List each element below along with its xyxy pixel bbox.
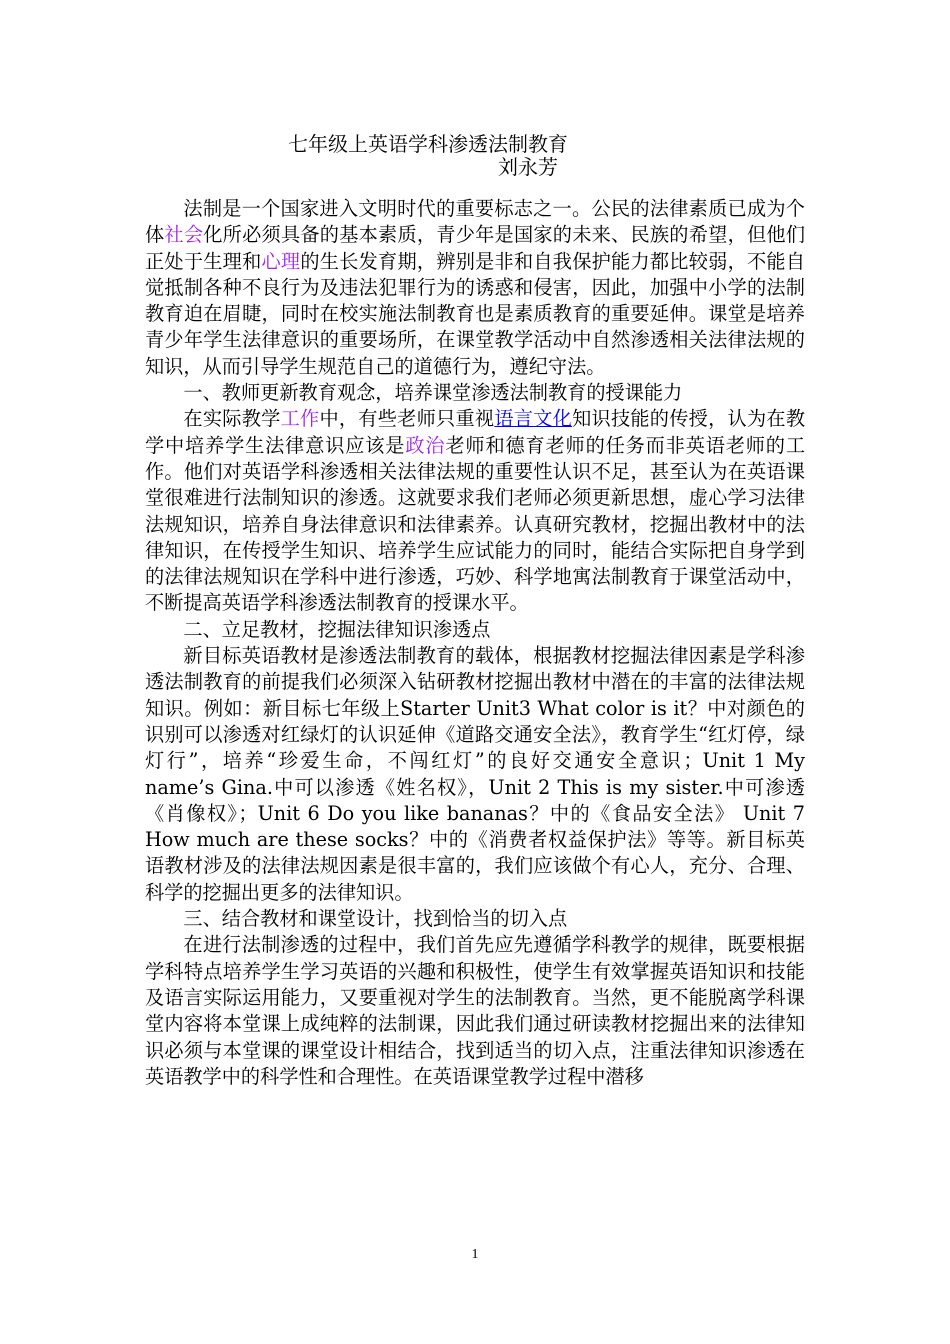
page-number: 1 xyxy=(471,1247,479,1262)
text-run: 在实际教学 xyxy=(183,407,281,431)
author-name: 刘永芳 xyxy=(498,155,558,179)
document-body xyxy=(145,196,805,1090)
hyperlink-language-culture[interactable]: 语言文化 xyxy=(494,407,573,431)
paragraph-section-2: 新目标英语教材是渗透法制教育的载体，根据教材挖掘法律因素是学科渗透法制教育的前提我们必须深入钻研教材挖掘出教材中潜在的丰富的法律法规知识。例如：新目标七年级上Starter Unit3 What color is it？中对颜色的识别可以渗透对红绿灯的认识延伸《道路交通安全法》，教育学生“红灯停，绿灯行”，培养“珍爱生命，不闯红灯”的良好交通安全意识；Unit 1 My name’s Gina.中可以渗透《姓名权》，Unit 2 This is my sister.中可渗透《肖像权》；Unit 6 Do you like bananas？中的《食品安全法》 Unit 7 How much are these socks？中的《消费者权益保护法》等等。新目标英语教材涉及的法律法规因素是很丰富的，我们应该做个有心人，充分、合理、科学的挖掘出更多的法律知识。 xyxy=(145,644,805,904)
paragraph-intro xyxy=(145,196,805,380)
text-run: 的生长发育期，辨别是非和自我保护能力都比较弱，不能自觉抵制各种不良行为及违法犯罪行为的诱惑和侵害，因此，加强中小学的法制教育迫在眉睫，同时在校实施法制教育也是素质教育的重要延伸。课堂是培养青少年学生法律意识的重要场所，在课堂教学活动中自然渗透相关法律法规的知识，从而引导学生规范自己的道德行为，遵纪守法。 xyxy=(145,249,806,378)
text-run: 化所必须具备的基本素质，青少年是国家的未来、民族的希望，但他们正处于生理和 xyxy=(145,223,806,273)
text-run: 中，有些老师只重视 xyxy=(319,407,495,431)
section-heading-2: 二、立足教材，挖掘法律知识渗透点 xyxy=(183,617,491,641)
keyword-link-work[interactable]: 工作 xyxy=(280,407,320,431)
document-title: 七年级上英语学科渗透法制教育 xyxy=(288,132,568,156)
text-run: 知识技能的传授，认为在教学中培养学生法律意识应该是 xyxy=(145,407,806,457)
keyword-link-psychology[interactable]: 心理 xyxy=(261,249,301,273)
paragraph-section-3: 在进行法制渗透的过程中，我们首先应先遵循学科教学的规律，既要根据学科特点培养学生学习英语的兴趣和积极性，使学生有效掌握英语知识和技能及语言实际运用能力，又要重视对学生的法制教育。当然，更不能脱离学科课堂内容将本堂课上成纯粹的法制课，因此我们通过研读教材挖掘出来的法律知识必须与本堂课的课堂设计相结合，找到适当的切入点，注重法律知识渗透在英语教学中的科学性和合理性。在英语课堂教学过程中潜移 xyxy=(145,933,805,1088)
text-run: 法制是一个国家进入文明时代的重要标志之一。公民的法律素质已成为个体 xyxy=(145,197,805,247)
section-heading-3: 三、结合教材和课堂设计，找到恰当的切入点 xyxy=(183,907,568,931)
text-run: 老师和德育老师的任务而非英语老师的工作。他们对英语学科渗透相关法律法规的重要性认识不足，甚至认为在英语课堂很难进行法制知识的渗透。这就要求我们老师必须更新思想，虚心学习法律法规知识，培养自身法律意识和法律素养。认真研究教材，挖掘出教材中的法律知识，在传授学生知识、培养学生应试能力的同时，能结合实际把自身学到的法律法规知识在学科中进行渗透，巧妙、科学地寓法制教育于课堂活动中，不断提高英语学科渗透法制教育的授课水平。 xyxy=(145,433,806,615)
keyword-link-politics[interactable]: 政治 xyxy=(405,433,446,457)
keyword-link-society[interactable]: 社会 xyxy=(164,223,204,247)
paragraph-section-1 xyxy=(145,406,805,616)
section-heading-1: 一、教师更新教育观念，培养课堂渗透法制教育的授课能力 xyxy=(183,381,683,405)
